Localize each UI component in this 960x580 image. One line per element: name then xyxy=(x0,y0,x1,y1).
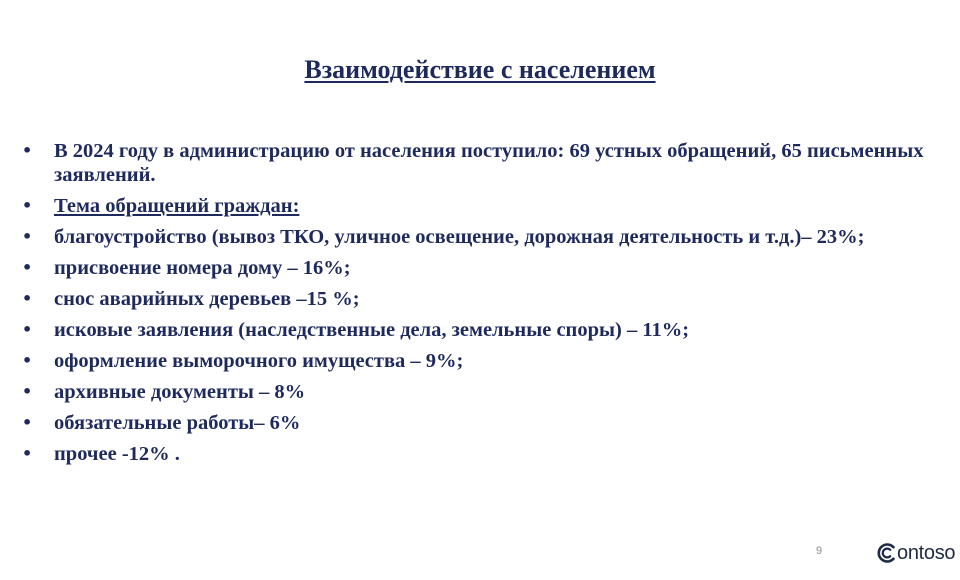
bullet-item xyxy=(22,411,927,435)
contoso-c-logo-icon xyxy=(876,542,898,564)
bullet-text: обязательные работы– 6% xyxy=(54,412,301,434)
bullet-icon: • xyxy=(22,351,33,370)
bullet-text: присвоение номера дому – 16%; xyxy=(54,257,351,279)
bullet-text: благоустройство (вывоз ТКО, уличное освещение, дорожная деятельность и т.д.)– 23%; xyxy=(54,226,865,248)
bullet-text: оформление выморочного имущества – 9%; xyxy=(54,350,464,372)
logo-text: ontoso xyxy=(897,542,956,564)
bullet-list xyxy=(22,139,927,473)
bullet-icon: • xyxy=(22,289,33,308)
bullet-text: снос аварийных деревьев –15 %; xyxy=(54,288,360,310)
bullet-icon: • xyxy=(22,444,33,463)
bullet-icon: • xyxy=(22,227,33,246)
bullet-text: исковые заявления (наследственные дела, земельные споры) – 11%; xyxy=(54,319,690,341)
slide-title: Взаимодействие с населением xyxy=(304,55,656,84)
bullet-text: Тема обращений граждан: xyxy=(54,195,300,217)
bullet-icon: • xyxy=(22,382,33,401)
bullet-item xyxy=(22,318,927,342)
bullet-item xyxy=(22,442,927,466)
bullet-item xyxy=(22,349,927,373)
bullet-text: прочее -12% . xyxy=(54,443,180,465)
bullet-icon: • xyxy=(22,413,33,432)
bullet-icon: • xyxy=(22,320,33,339)
bullet-item xyxy=(22,287,927,311)
bullet-item xyxy=(22,225,927,249)
bullet-icon: • xyxy=(22,258,33,277)
bullet-item xyxy=(22,139,927,187)
bullet-text: архивные документы – 8% xyxy=(54,381,306,403)
bullet-icon: • xyxy=(22,141,33,160)
bullet-icon: • xyxy=(22,196,33,215)
bullet-item xyxy=(22,256,927,280)
bullet-text: В 2024 году в администрацию от населения поступило: 69 устных обращений, 65 письменных заявлений. xyxy=(54,140,924,186)
page-number: 9 xyxy=(816,545,823,557)
bullet-item xyxy=(22,380,927,404)
contoso-logo xyxy=(876,538,955,568)
bullet-item xyxy=(22,194,927,218)
